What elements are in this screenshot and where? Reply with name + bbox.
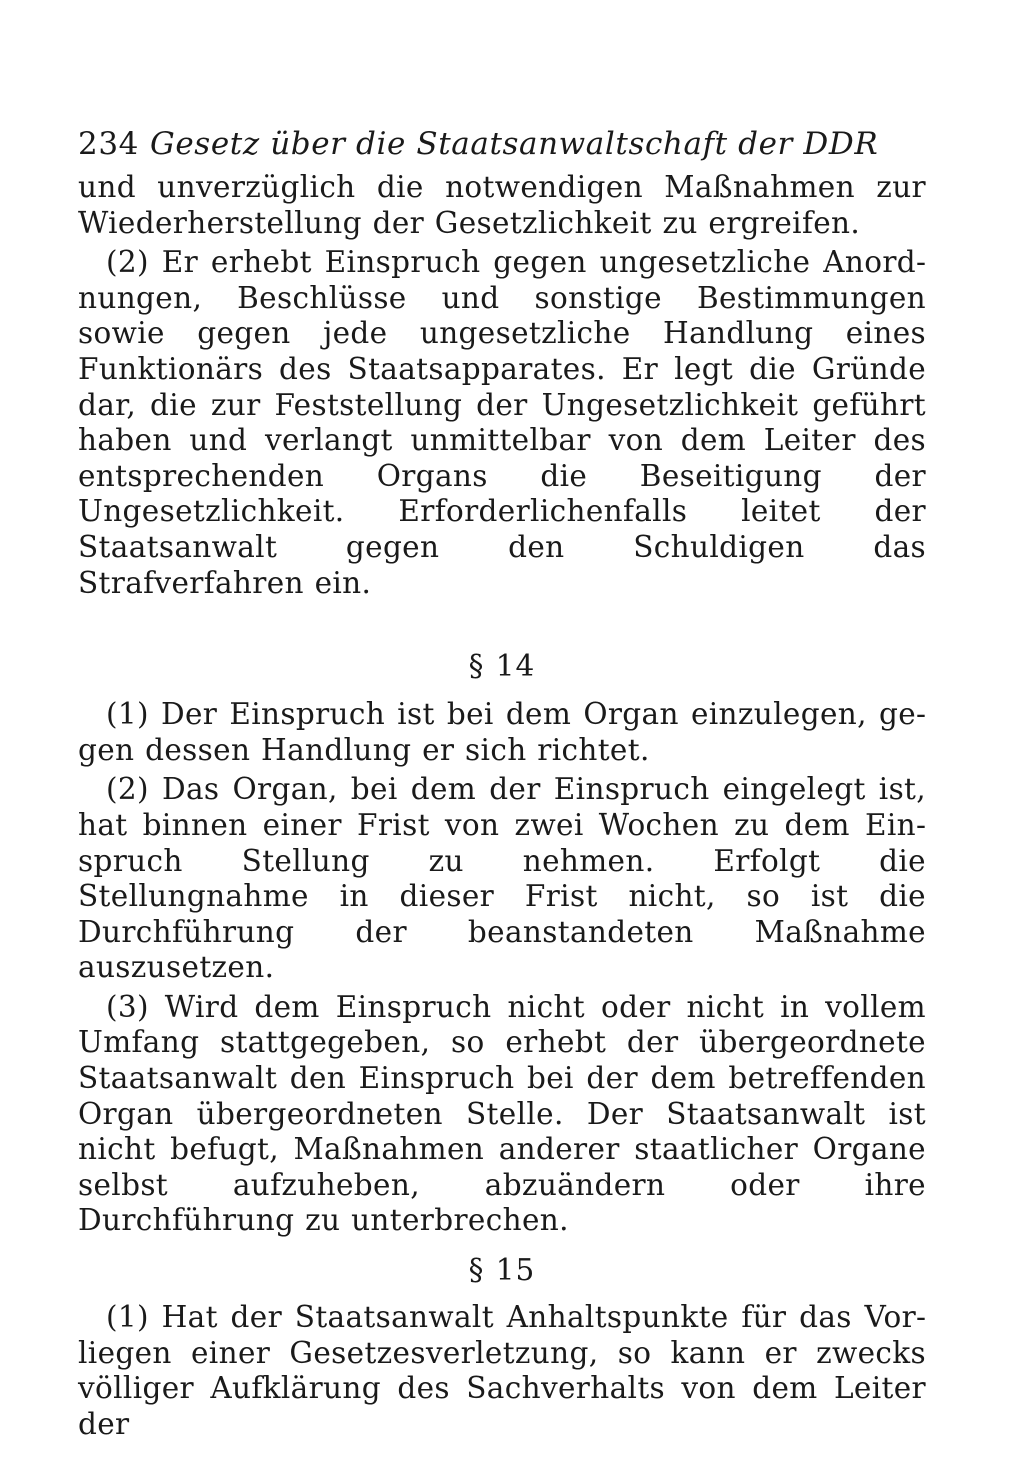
running-title: Gesetz über die Staatsanwaltschaft der DDR xyxy=(150,126,879,162)
paragraph-continuation: und unverzüglich die notwendigen Maßnahmen zur Wiederherstellung der Gesetzlichkeit zu ergreifen. xyxy=(78,170,926,240)
section-15-heading: § 15 xyxy=(468,1253,536,1288)
paragraph-13-2: (2) Er erhebt Einspruch gegen ungesetzliche Anordnungen, Beschlüsse und sonstige Bestimmungen sowie gegen jede ungesetzliche Handlung eines Funktionärs des Staatsapparates. Er legt die Gründe dar, die zur Feststellung der Ungesetzlichkeit geführt haben und verlangt unmittelbar von dem Leiter des entsprechenden Organs die Beseitigung der Ungesetzlichkeit. Erforderlichenfalls leitet der Staatsanwalt gegen den Schuldigen das Strafverfahren ein. xyxy=(78,245,926,600)
section-14-heading: § 14 xyxy=(468,649,536,684)
body-text xyxy=(78,170,926,1442)
paragraph-15-1: (1) Hat der Staatsanwalt Anhaltspunkte für das Vorliegen einer Gesetzesverletzung, so kann er zwecks völliger Aufklärung des Sachverhalts von dem Leiter der xyxy=(78,1300,926,1441)
paragraph-14-3: (3) Wird dem Einspruch nicht oder nicht in vollem Umfang stattgegeben, so erhebt der übergeordnete Staatsanwalt den Einspruch bei der dem betreffenden Organ übergeordneten Stelle. Der Staatsanwalt ist nicht befugt, Maßnahmen anderer staatlicher Organe selbst aufzuheben, abzuändern oder ihre Durchführung zu unterbrechen. xyxy=(78,989,926,1238)
running-head xyxy=(78,118,926,170)
page-number: 234 xyxy=(78,126,139,162)
book-page xyxy=(78,118,926,1442)
paragraph-14-1: (1) Der Einspruch ist bei dem Organ einzulegen, gegen dessen Handlung er sich richtet. xyxy=(78,697,926,767)
paragraph-14-2: (2) Das Organ, bei dem der Einspruch eingelegt ist, hat binnen einer Frist von zwei Wochen zu dem Einspruch Stellung zu nehmen. Erfolgt die Stellungnahme in dieser Frist nicht, so ist die Durchführung der beanstandeten Maßnahme auszusetzen. xyxy=(78,772,926,985)
